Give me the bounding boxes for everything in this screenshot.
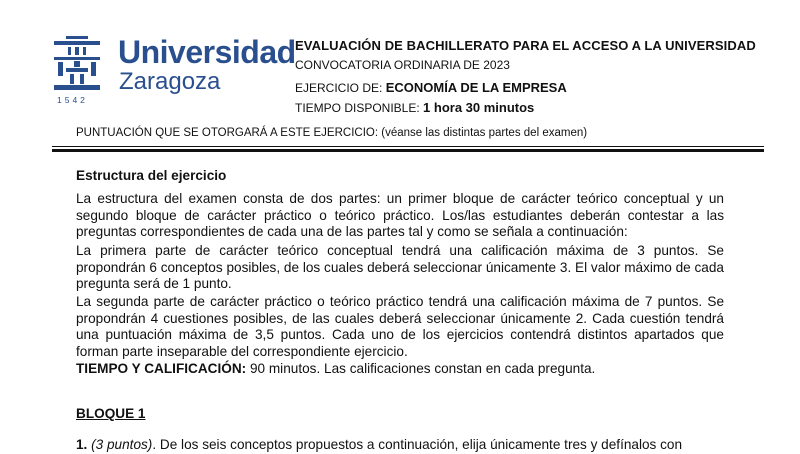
exam-title: EVALUACIÓN DE BACHILLERATO PARA EL ACCESO A LA UNIVERSIDAD — [295, 38, 756, 53]
estructura-heading: Estructura del ejercicio — [76, 168, 227, 183]
tiempo-calificacion-text: 90 minutos. Las calificaciones constan en cada pregunta. — [246, 361, 596, 376]
tiempo-value: 1 hora 30 minutos — [423, 100, 535, 115]
tiempo-calificacion-label: TIEMPO Y CALIFICACIÓN: — [76, 361, 247, 376]
tower-crest-icon — [52, 34, 102, 92]
bloque-heading: BLOQUE 1 — [76, 406, 146, 421]
paragraph-primera-parte: La primera parte de carácter teórico conceptual tendrá una calificación máxima de 3 puntos. Se propondrán 6 conceptos posibles, de los cuales deberá seleccionar únicamente 3. El valor máximo de cada pregunta será de 1 punto. — [76, 243, 724, 291]
paragraph-estructura: La estructura del examen consta de dos partes: un primer bloque de carácter teórico conceptual y un segundo bloque de carácter práctico o teórico práctico. Los/las estudiantes deberán contestar a las preguntas correspondientes de cada una de las partes tal y como se señala a continuación: — [76, 191, 724, 239]
divider-thin — [52, 146, 764, 147]
question-1 — [76, 437, 724, 454]
university-logo — [52, 34, 296, 109]
tiempo-line — [295, 100, 534, 115]
convocatoria: CONVOCATORIA ORDINARIA DE 2023 — [295, 58, 510, 72]
divider-thick — [52, 149, 764, 152]
founding-year: 1542 — [57, 95, 88, 105]
university-name: Universidad — [118, 34, 296, 70]
ejercicio-line — [295, 80, 567, 95]
puntuacion-note: PUNTUACIÓN QUE SE OTORGARÁ A ESTE EJERCICIO: (véanse las distintas partes del examen) — [76, 127, 588, 139]
question-text: . De los seis conceptos propuestos a continuación, elija únicamente tres y defínalos con — [152, 437, 683, 452]
university-city: Zaragoza — [119, 68, 221, 95]
paragraph-segunda-parte: La segunda parte de carácter práctico o teórico práctico tendrá una calificación máxima de 7 puntos. Se propondrán 4 cuestiones posibles, de las cuales deberá seleccionar únicamente 2. Cada cuestión tendrá una puntuación máxima de 3,5 puntos. Cada uno de los ejercicios contendrá distintos apartados que forman parte inseparable del correspondiente ejercicio. — [76, 294, 724, 359]
question-points: (3 puntos) — [91, 437, 153, 452]
ejercicio-value: ECONOMÍA DE LA EMPRESA — [385, 80, 567, 95]
ejercicio-label: EJERCICIO DE: — [295, 81, 386, 95]
tiempo-label: TIEMPO DISPONIBLE: — [295, 101, 424, 115]
question-number: 1. — [76, 437, 88, 452]
tiempo-calificacion — [76, 361, 724, 378]
